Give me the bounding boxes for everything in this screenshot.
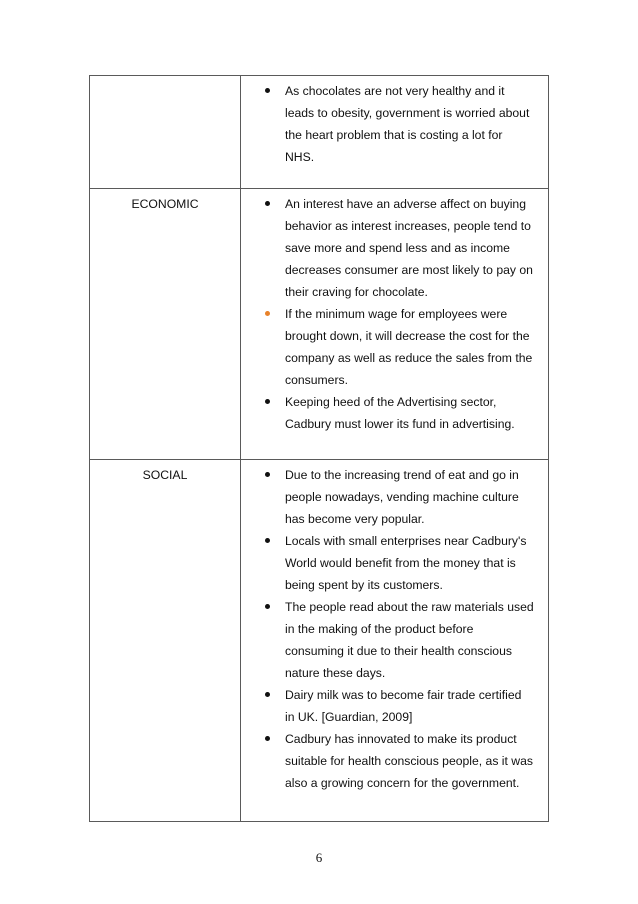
bullet-list: [241, 189, 548, 448]
bullet-item: [241, 80, 534, 168]
row-label-cell: [90, 460, 241, 822]
table-row-political-continued: [90, 76, 549, 189]
bullet-text: Dairy milk was to become fair trade certified in UK. [Guardian, 2009]: [285, 688, 522, 724]
row-label: [90, 76, 240, 80]
row-content-cell: [241, 460, 549, 822]
row-content-cell: [241, 76, 549, 189]
row-label: ECONOMIC: [131, 197, 199, 211]
bullet-item: [241, 530, 534, 596]
bullet-icon: [265, 201, 270, 206]
table-row-economic: [90, 189, 549, 460]
bullet-item: [241, 464, 534, 530]
bullet-list: [241, 76, 548, 181]
bullet-item: [241, 596, 534, 684]
bullet-text: An interest have an adverse affect on buying behavior as interest increases, people tend to save more and spend less and as income decreases consumer are most likely to pay on their craving for chocolate.: [285, 197, 533, 299]
bullet-text: If the minimum wage for employees were brought down, it will decrease the cost for the company as well as reduce the sales from the consumers.: [285, 307, 533, 387]
bullet-text: Due to the increasing trend of eat and go in people nowadays, vending machine culture has become very popular.: [285, 468, 519, 526]
row-label-cell: [90, 76, 241, 189]
row-label: SOCIAL: [142, 468, 188, 482]
bullet-icon-orange: [265, 311, 270, 316]
bullet-item: [241, 303, 534, 391]
bullet-text: The people read about the raw materials used in the making of the product before consuming it due to their health conscious nature these days.: [285, 600, 534, 680]
bullet-icon: [265, 736, 270, 741]
bullet-text: Locals with small enterprises near Cadbury's World would benefit from the money that is being spent by its customers.: [285, 534, 527, 592]
bullet-list: [241, 460, 548, 807]
page-number: 6: [315, 850, 323, 865]
bullet-text: Cadbury has innovated to make its product suitable for health conscious people, as it was also a growing concern for the government.: [285, 732, 533, 790]
bullet-icon: [265, 538, 270, 543]
bullet-icon: [265, 88, 270, 93]
row-content-cell: [241, 189, 549, 460]
bullet-icon: [265, 472, 270, 477]
bullet-item: [241, 728, 534, 794]
bullet-item: [241, 684, 534, 728]
bullet-text: As chocolates are not very healthy and it leads to obesity, government is worried about the heart problem that is costing a lot for NHS.: [285, 84, 530, 164]
bullet-icon: [265, 692, 270, 697]
bullet-icon: [265, 399, 270, 404]
pest-analysis-table: [89, 75, 549, 822]
table-row-social: [90, 460, 549, 822]
row-label-cell: [90, 189, 241, 460]
bullet-icon: [265, 604, 270, 609]
bullet-item: [241, 391, 534, 435]
bullet-text: Keeping heed of the Advertising sector, Cadbury must lower its fund in advertising.: [285, 395, 515, 431]
bullet-item: [241, 193, 534, 303]
